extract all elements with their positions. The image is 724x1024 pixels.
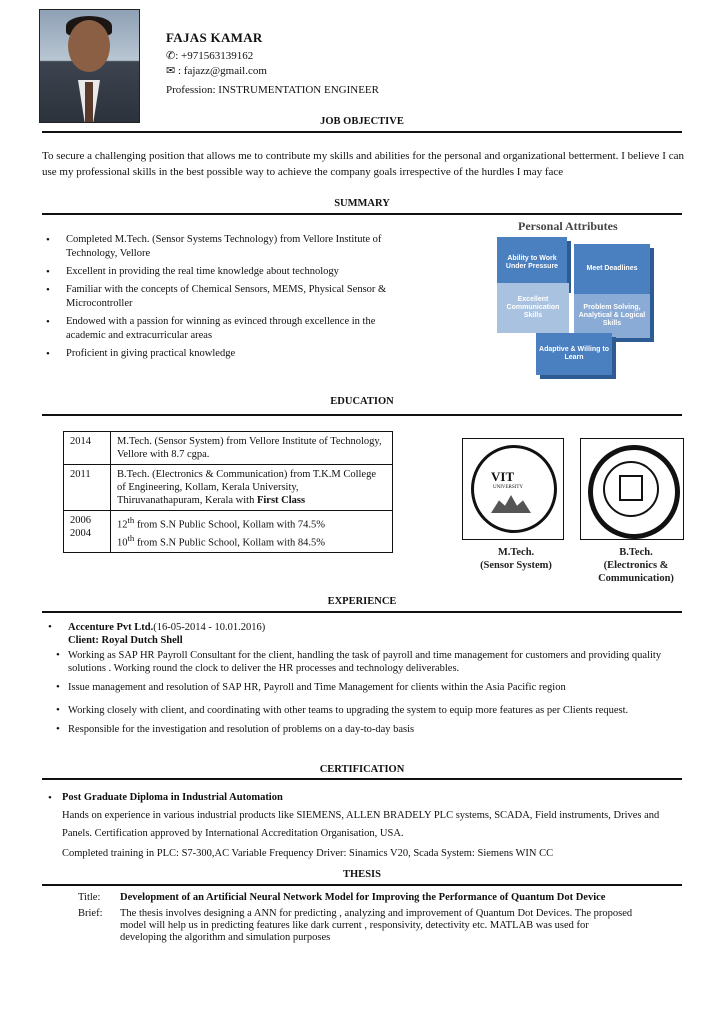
job-objective-text: To secure a challenging position that allows me to contribute my skills and abilities for the personal and organizational betterment. I believe I can use my professional skills in the best possible way to achieve the company goals irrespective of the hurdles I may face	[42, 150, 684, 178]
phone-icon: ✆	[166, 50, 176, 62]
edu-detail: M.Tech. (Sensor System) from Vellore Institute of Technology, Vellore with 8.7 cgpa.	[117, 436, 382, 460]
vit-caption	[466, 546, 566, 572]
duty-item: • Issue management and resolution of SAP HR, Payroll and Time Management for clients within the Asia Pacific region	[54, 681, 686, 694]
duty-item: • Working as SAP HR Payroll Consultant for the client, handling the task of payroll and time management for customers and providing quality solutions . Working round the clock to deliver the HR processes and technology deliverables.	[54, 649, 686, 675]
thesis-title-text: Development of an Artificial Neural Network Model for Improving the Performance of Quantum Dot Device	[120, 892, 606, 903]
candidate-name: FAJAS KAMAR	[166, 30, 263, 45]
section-divider	[42, 778, 682, 780]
certification-list	[46, 789, 686, 807]
certification-name: Post Graduate Diploma in Industrial Automation	[62, 792, 283, 803]
certification-heading	[46, 789, 686, 807]
edu-detail	[111, 465, 393, 511]
duty-item: • Responsible for the investigation and resolution of problems on a day-to-day basis	[54, 723, 686, 736]
vit-mark: VIT	[491, 469, 515, 484]
thesis-title-label: Title:	[78, 892, 101, 903]
experience-block	[46, 621, 686, 736]
summary-list	[44, 233, 416, 365]
grade-suffix: th	[127, 515, 135, 525]
school-line	[117, 532, 386, 550]
experience-duties	[54, 649, 686, 736]
summary-item: • Proficient in giving practical knowledge	[44, 347, 416, 361]
section-divider	[42, 213, 682, 215]
vit-logo	[462, 438, 564, 540]
certification-detail: Hands on experience in various industrial products like SIEMENS, ALLEN BRADELY PLC systems, SCADA, Field instruments, Drives and Panels. Certification approved by International Accreditation Organisation, USA.	[62, 810, 660, 839]
edu-year	[64, 511, 111, 553]
logo-caption-line: (Sensor System)	[480, 560, 552, 571]
summary-item: • Familiar with the concepts of Chemical Sensors, MEMS, Physical Sensor & Microcontroller	[44, 283, 416, 311]
section-divider	[42, 611, 682, 613]
phone-line	[166, 49, 253, 62]
company-name: Accenture Pvt Ltd.	[68, 622, 154, 633]
thesis-title-row	[78, 892, 638, 904]
logo-caption-line: (Electronics &	[603, 560, 669, 571]
attribute-box: Ability to Work Under Pressure	[497, 237, 567, 289]
attribute-box: Meet Deadlines	[574, 244, 650, 294]
email-line	[166, 64, 267, 77]
edu-year-10: 2004	[70, 528, 91, 539]
experience-company-list	[46, 621, 686, 647]
vit-mark-sub: UNIVERSITY	[493, 485, 523, 490]
grade: 10	[117, 537, 128, 548]
edu-year: 2014	[64, 432, 111, 465]
profession-value: INSTRUMENTATION ENGINEER	[218, 84, 379, 96]
certification-title: CERTIFICATION	[319, 764, 405, 775]
thesis-brief-text: The thesis involves designing a ANN for predicting , analyzing and improvement of Quantum Dot Devices. The proposed model will help us in predicting features like dark current , responsivity, detectivity etc. MATLAB was used for developing the algorithm and simulation purposes	[120, 908, 633, 943]
attribute-box: Problem Solving, Analytical & Logical Skills	[574, 294, 650, 338]
duty-item: • Working closely with client, and coordinating with other teams to upgrading the system to equip more features as per Clients request.	[54, 704, 686, 717]
attribute-box: Adaptive & Willing to Learn	[536, 333, 612, 375]
profession-label: Profession:	[166, 84, 216, 96]
table-row	[64, 465, 393, 511]
phone-number: : +971563139162	[175, 50, 254, 62]
edu-year-12: 2006	[70, 515, 91, 526]
personal-attributes-title: Personal Attributes	[518, 219, 618, 233]
edu-year: 2011	[64, 465, 111, 511]
edu-detail	[111, 511, 393, 553]
summary-item: • Excellent in providing the real time knowledge about technology	[44, 265, 416, 279]
thesis-brief-label: Brief:	[78, 908, 103, 919]
thesis-title: THESIS	[343, 869, 381, 880]
certification-block	[46, 789, 686, 863]
school-text: from S.N Public School, Kollam with 84.5%	[134, 537, 326, 548]
experience-company	[46, 621, 686, 647]
experience-title: EXPERIENCE	[327, 596, 397, 607]
education-title: EDUCATION	[330, 396, 394, 407]
email-address: : fajazz@gmail.com	[177, 65, 267, 77]
logo-caption-line: B.Tech.	[619, 547, 653, 558]
edu-distinction: First Class	[256, 495, 306, 506]
employment-dates: (16-05-2014 - 10.01.2016)	[153, 622, 266, 633]
tkm-logo	[580, 438, 684, 540]
grade-suffix: th	[127, 532, 135, 543]
thesis-block	[78, 892, 638, 944]
logo-caption-line: Communication)	[598, 573, 674, 584]
attribute-box: Excellent Communication Skills	[497, 283, 569, 333]
section-divider	[42, 884, 682, 886]
school-text: from S.N Public School, Kollam with 74.5%	[134, 519, 326, 531]
grade: 12	[117, 519, 128, 531]
certification-training: Completed training in PLC: S7-300,AC Variable Frequency Driver: Sinamics V20, Scada System: Siemens WIN CC	[62, 848, 554, 859]
section-divider	[42, 131, 682, 133]
table-row	[64, 432, 393, 465]
envelope-icon: ✉	[166, 65, 176, 77]
job-objective-title: JOB OBJECTIVE	[320, 116, 404, 127]
edu-detail-text: B.Tech. (Electronics & Communication) from T.K.M College of Engineering, Kollam, Kerala University, Thiruvanathapuram, Kerala with	[117, 469, 376, 506]
profession-line	[166, 84, 379, 96]
profile-photo	[39, 9, 140, 123]
client-name: Client: Royal Dutch Shell	[68, 635, 183, 646]
logo-caption-line: M.Tech.	[497, 547, 535, 558]
summary-title: SUMMARY	[334, 198, 390, 209]
school-line	[117, 514, 386, 532]
section-divider	[42, 414, 682, 416]
thesis-brief-row	[78, 908, 638, 944]
summary-item: • Endowed with a passion for winning as evinced through excellence in the academic and extracurricular areas	[44, 315, 416, 343]
summary-item: • Completed M.Tech. (Sensor Systems Technology) from Vellore Institute of Technology, Vellore	[44, 233, 416, 261]
table-row	[64, 511, 393, 553]
education-table	[63, 431, 393, 553]
tkm-caption	[586, 546, 686, 585]
